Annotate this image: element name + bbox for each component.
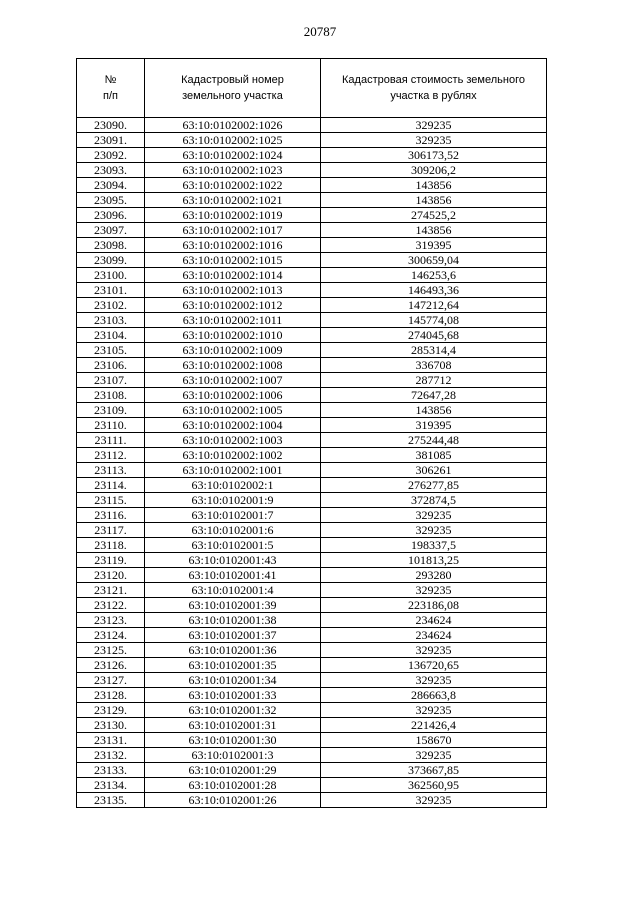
table-row	[77, 163, 547, 178]
table-row	[77, 193, 547, 208]
row-number-cell: 23105.	[77, 343, 145, 358]
cadastral-number-cell: 63:10:0102002:1021	[145, 193, 321, 208]
cadastral-number-cell: 63:10:0102002:1011	[145, 313, 321, 328]
cadastral-number-cell: 63:10:0102002:1007	[145, 373, 321, 388]
cadastral-value-cell: 276277,85	[321, 478, 547, 493]
table-row	[77, 703, 547, 718]
cadastral-value-cell: 309206,2	[321, 163, 547, 178]
table-row	[77, 178, 547, 193]
cadastral-value-cell: 306261	[321, 463, 547, 478]
cadastral-number-cell: 63:10:0102002:1009	[145, 343, 321, 358]
row-number-cell: 23122.	[77, 598, 145, 613]
row-number-cell: 23103.	[77, 313, 145, 328]
cadastral-value-cell: 336708	[321, 358, 547, 373]
cadastral-number-cell: 63:10:0102001:41	[145, 568, 321, 583]
row-number-cell: 23116.	[77, 508, 145, 523]
cadastral-value-cell: 101813,25	[321, 553, 547, 568]
row-number-cell: 23130.	[77, 718, 145, 733]
row-number-cell: 23123.	[77, 613, 145, 628]
cadastral-number-cell: 63:10:0102001:33	[145, 688, 321, 703]
table-row	[77, 493, 547, 508]
row-number-cell: 23091.	[77, 133, 145, 148]
cadastral-value-cell: 146253,6	[321, 268, 547, 283]
cadastral-value-cell: 329235	[321, 583, 547, 598]
table-row	[77, 118, 547, 133]
cadastral-number-cell: 63:10:0102001:38	[145, 613, 321, 628]
page-number: 20787	[303, 24, 337, 39]
table-row	[77, 298, 547, 313]
row-number-cell: 23119.	[77, 553, 145, 568]
cadastral-value-cell: 147212,64	[321, 298, 547, 313]
row-number-cell: 23113.	[77, 463, 145, 478]
cadastral-value-cell: 143856	[321, 193, 547, 208]
header-cadastral-value-line2: участка в рублях	[390, 90, 477, 102]
row-number-cell: 23127.	[77, 673, 145, 688]
cadastral-value-cell: 293280	[321, 568, 547, 583]
row-number-cell: 23126.	[77, 658, 145, 673]
row-number-cell: 23111.	[77, 433, 145, 448]
header-cadastral-value	[321, 59, 547, 118]
row-number-cell: 23098.	[77, 238, 145, 253]
cadastral-number-cell: 63:10:0102002:1013	[145, 283, 321, 298]
cadastral-number-cell: 63:10:0102001:43	[145, 553, 321, 568]
cadastral-value-cell: 329235	[321, 748, 547, 763]
row-number-cell: 23090.	[77, 118, 145, 133]
table-row	[77, 463, 547, 478]
table-header	[77, 59, 547, 118]
table-row	[77, 763, 547, 778]
cadastral-number-cell: 63:10:0102002:1003	[145, 433, 321, 448]
row-number-cell: 23129.	[77, 703, 145, 718]
table-row	[77, 658, 547, 673]
cadastral-number-cell: 63:10:0102001:7	[145, 508, 321, 523]
cadastral-value-cell: 329235	[321, 508, 547, 523]
cadastral-number-cell: 63:10:0102002:1025	[145, 133, 321, 148]
cadastral-value-cell: 234624	[321, 613, 547, 628]
cadastral-number-cell: 63:10:0102002:1023	[145, 163, 321, 178]
row-number-cell: 23109.	[77, 403, 145, 418]
cadastral-number-cell: 63:10:0102001:31	[145, 718, 321, 733]
cadastral-number-cell: 63:10:0102001:37	[145, 628, 321, 643]
header-row-number	[77, 59, 145, 118]
row-number-cell: 23094.	[77, 178, 145, 193]
cadastral-value-cell: 136720,65	[321, 658, 547, 673]
table-row	[77, 328, 547, 343]
row-number-cell: 23100.	[77, 268, 145, 283]
row-number-cell: 23093.	[77, 163, 145, 178]
table-row	[77, 388, 547, 403]
cadastral-number-cell: 63:10:0102001:34	[145, 673, 321, 688]
cadastral-value-cell: 234624	[321, 628, 547, 643]
cadastral-number-cell: 63:10:0102001:26	[145, 793, 321, 808]
table-row	[77, 283, 547, 298]
table-row	[77, 268, 547, 283]
cadastral-value-cell: 145774,08	[321, 313, 547, 328]
row-number-cell: 23106.	[77, 358, 145, 373]
row-number-cell: 23112.	[77, 448, 145, 463]
table-row	[77, 778, 547, 793]
table-body	[77, 118, 547, 808]
header-cadastral-number-line1: Кадастровый номер	[181, 74, 284, 86]
header-row-number-line2: п/п	[103, 90, 118, 102]
table-row	[77, 313, 547, 328]
cadastral-value-cell: 306173,52	[321, 148, 547, 163]
cadastral-value-cell: 329235	[321, 643, 547, 658]
cadastral-value-cell: 146493,36	[321, 283, 547, 298]
cadastral-value-cell: 221426,4	[321, 718, 547, 733]
header-row-number-line1: №	[104, 74, 117, 86]
row-number-cell: 23134.	[77, 778, 145, 793]
table-row	[77, 418, 547, 433]
cadastral-value-cell: 372874,5	[321, 493, 547, 508]
row-number-cell: 23118.	[77, 538, 145, 553]
row-number-cell: 23108.	[77, 388, 145, 403]
cadastral-number-cell: 63:10:0102001:3	[145, 748, 321, 763]
cadastral-number-cell: 63:10:0102002:1004	[145, 418, 321, 433]
table-row	[77, 523, 547, 538]
cadastral-number-cell: 63:10:0102002:1006	[145, 388, 321, 403]
table-row	[77, 643, 547, 658]
row-number-cell: 23099.	[77, 253, 145, 268]
table-row	[77, 238, 547, 253]
table-row	[77, 583, 547, 598]
row-number-cell: 23125.	[77, 643, 145, 658]
cadastral-value-cell: 143856	[321, 223, 547, 238]
table-row	[77, 253, 547, 268]
header-cadastral-value-line1: Кадастровая стоимость земельного	[342, 74, 525, 86]
row-number-cell: 23102.	[77, 298, 145, 313]
row-number-cell: 23107.	[77, 373, 145, 388]
cadastral-number-cell: 63:10:0102002:1008	[145, 358, 321, 373]
cadastral-value-cell: 143856	[321, 403, 547, 418]
table-row	[77, 793, 547, 808]
table-row	[77, 448, 547, 463]
table-row	[77, 718, 547, 733]
cadastral-number-cell: 63:10:0102002:1014	[145, 268, 321, 283]
cadastral-number-cell: 63:10:0102002:1012	[145, 298, 321, 313]
row-number-cell: 23124.	[77, 628, 145, 643]
cadastral-value-cell: 275244,48	[321, 433, 547, 448]
table-row	[77, 343, 547, 358]
cadastral-value-cell: 329235	[321, 118, 547, 133]
cadastral-number-cell: 63:10:0102002:1001	[145, 463, 321, 478]
table-row	[77, 628, 547, 643]
cadastral-value-cell: 198337,5	[321, 538, 547, 553]
cadastral-number-cell: 63:10:0102002:1017	[145, 223, 321, 238]
row-number-cell: 23133.	[77, 763, 145, 778]
row-number-cell: 23117.	[77, 523, 145, 538]
table-row	[77, 538, 547, 553]
table-row	[77, 688, 547, 703]
cadastral-value-cell: 329235	[321, 523, 547, 538]
table-row	[77, 673, 547, 688]
cadastral-value-cell: 319395	[321, 238, 547, 253]
row-number-cell: 23120.	[77, 568, 145, 583]
row-number-cell: 23110.	[77, 418, 145, 433]
cadastral-value-cell: 329235	[321, 133, 547, 148]
cadastral-value-cell: 274045,68	[321, 328, 547, 343]
cadastral-number-cell: 63:10:0102001:32	[145, 703, 321, 718]
table-row	[77, 358, 547, 373]
cadastral-value-cell: 223186,08	[321, 598, 547, 613]
cadastral-number-cell: 63:10:0102002:1	[145, 478, 321, 493]
header-row	[77, 59, 547, 118]
table-row	[77, 373, 547, 388]
cadastral-value-cell: 300659,04	[321, 253, 547, 268]
row-number-cell: 23114.	[77, 478, 145, 493]
header-cadastral-number-line2: земельного участка	[182, 90, 283, 102]
cadastral-number-cell: 63:10:0102002:1024	[145, 148, 321, 163]
cadastral-value-cell: 329235	[321, 673, 547, 688]
table-row	[77, 733, 547, 748]
table-row	[77, 508, 547, 523]
table-row	[77, 223, 547, 238]
table-row	[77, 403, 547, 418]
cadastral-number-cell: 63:10:0102002:1002	[145, 448, 321, 463]
cadastral-value-cell: 329235	[321, 703, 547, 718]
table-row	[77, 133, 547, 148]
row-number-cell: 23095.	[77, 193, 145, 208]
cadastral-number-cell: 63:10:0102001:35	[145, 658, 321, 673]
cadastral-number-cell: 63:10:0102001:28	[145, 778, 321, 793]
cadastral-value-cell: 329235	[321, 793, 547, 808]
table-row	[77, 433, 547, 448]
table-row	[77, 208, 547, 223]
cadastral-number-cell: 63:10:0102002:1016	[145, 238, 321, 253]
cadastral-number-cell: 63:10:0102001:30	[145, 733, 321, 748]
cadastral-number-cell: 63:10:0102001:29	[145, 763, 321, 778]
cadastral-number-cell: 63:10:0102002:1005	[145, 403, 321, 418]
cadastral-number-cell: 63:10:0102001:9	[145, 493, 321, 508]
cadastral-number-cell: 63:10:0102001:6	[145, 523, 321, 538]
table-row	[77, 613, 547, 628]
cadastral-value-cell: 72647,28	[321, 388, 547, 403]
cadastral-value-cell: 362560,95	[321, 778, 547, 793]
cadastral-number-cell: 63:10:0102001:36	[145, 643, 321, 658]
cadastral-number-cell: 63:10:0102001:4	[145, 583, 321, 598]
cadastral-number-cell: 63:10:0102002:1019	[145, 208, 321, 223]
cadastral-value-cell: 319395	[321, 418, 547, 433]
cadastral-value-cell: 381085	[321, 448, 547, 463]
cadastral-number-cell: 63:10:0102002:1022	[145, 178, 321, 193]
cadastral-value-cell: 286663,8	[321, 688, 547, 703]
row-number-cell: 23135.	[77, 793, 145, 808]
cadastral-value-cell: 285314,4	[321, 343, 547, 358]
row-number-cell: 23096.	[77, 208, 145, 223]
table-row	[77, 553, 547, 568]
cadastral-value-cell: 158670	[321, 733, 547, 748]
header-cadastral-number	[145, 59, 321, 118]
cadastral-value-cell: 143856	[321, 178, 547, 193]
row-number-cell: 23131.	[77, 733, 145, 748]
row-number-cell: 23101.	[77, 283, 145, 298]
row-number-cell: 23121.	[77, 583, 145, 598]
cadastral-value-cell: 373667,85	[321, 763, 547, 778]
cadastral-value-table	[76, 58, 547, 808]
table-row	[77, 568, 547, 583]
table-row	[77, 148, 547, 163]
row-number-cell: 23104.	[77, 328, 145, 343]
cadastral-value-cell: 287712	[321, 373, 547, 388]
cadastral-number-cell: 63:10:0102002:1015	[145, 253, 321, 268]
cadastral-value-cell: 274525,2	[321, 208, 547, 223]
cadastral-number-cell: 63:10:0102002:1026	[145, 118, 321, 133]
cadastral-number-cell: 63:10:0102001:39	[145, 598, 321, 613]
cadastral-number-cell: 63:10:0102001:5	[145, 538, 321, 553]
table-row	[77, 478, 547, 493]
row-number-cell: 23097.	[77, 223, 145, 238]
table-row	[77, 598, 547, 613]
row-number-cell: 23132.	[77, 748, 145, 763]
table-row	[77, 748, 547, 763]
cadastral-number-cell: 63:10:0102002:1010	[145, 328, 321, 343]
row-number-cell: 23115.	[77, 493, 145, 508]
row-number-cell: 23092.	[77, 148, 145, 163]
row-number-cell: 23128.	[77, 688, 145, 703]
